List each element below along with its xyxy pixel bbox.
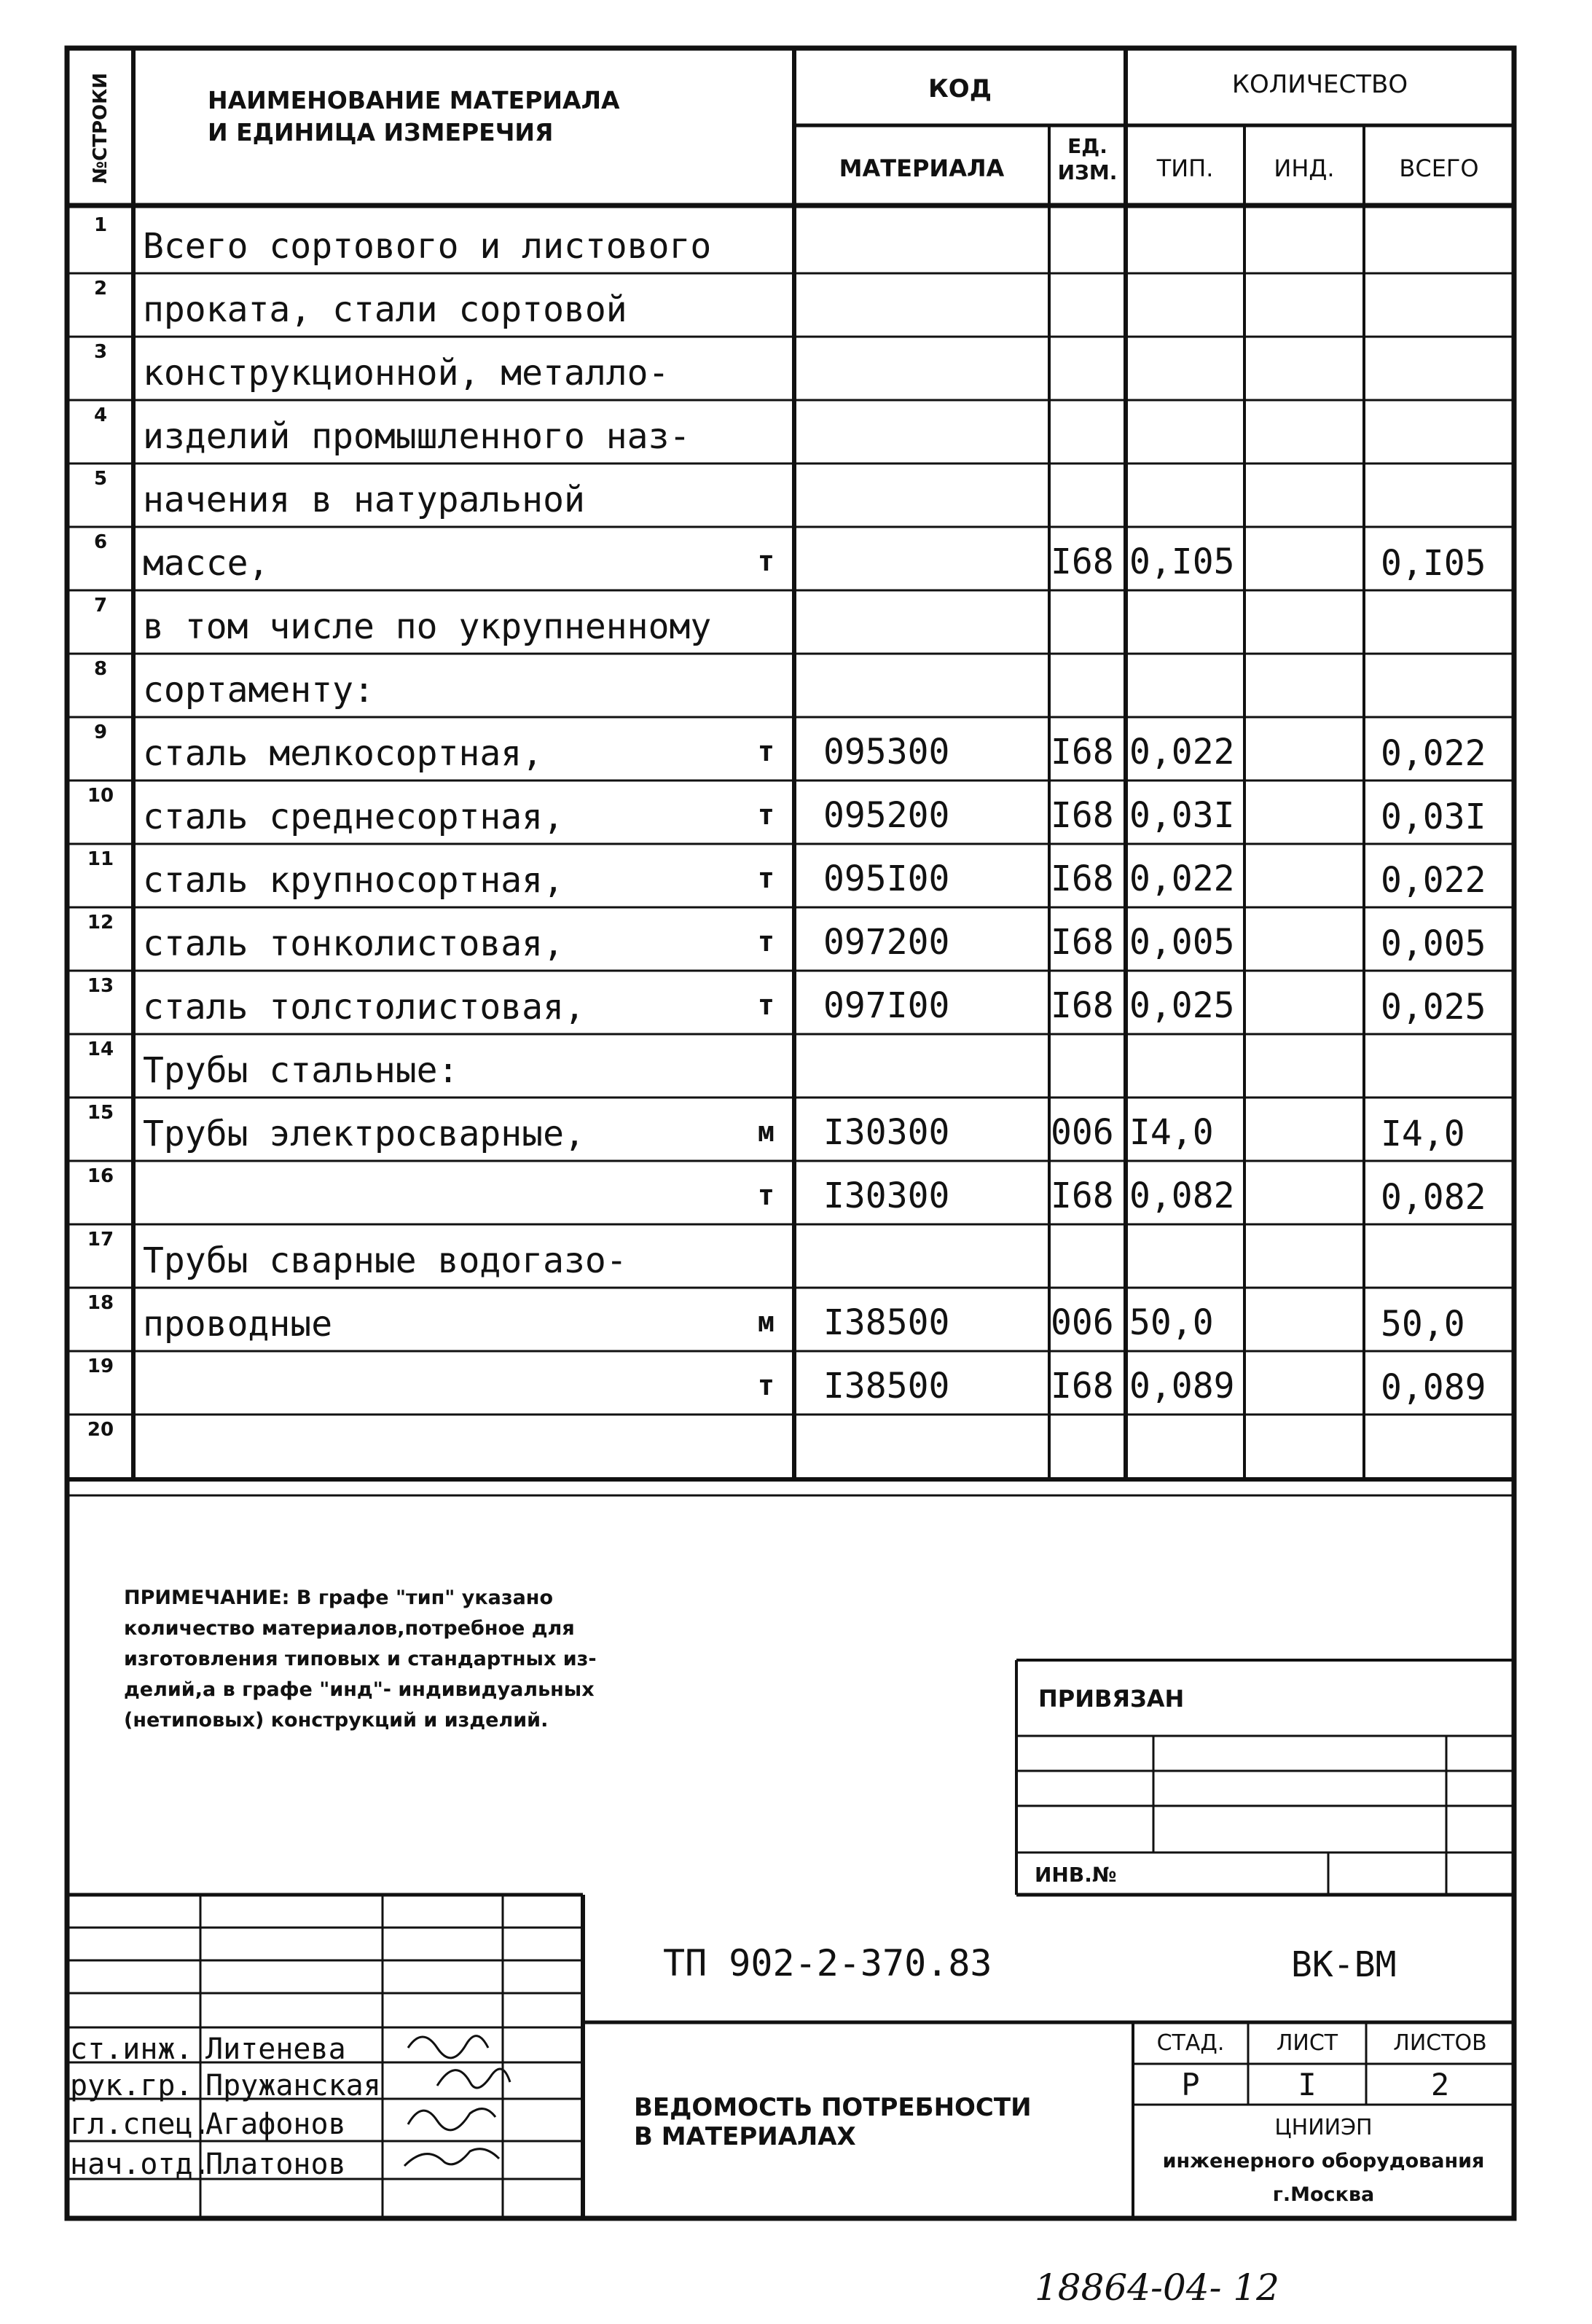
material-code: 097I00 <box>823 985 950 1026</box>
signer-name: Литенева <box>205 2032 346 2066</box>
row-number: 13 <box>87 975 114 997</box>
signer-name: Агафонов <box>205 2108 346 2141</box>
material-code: I30300 <box>823 1112 950 1153</box>
sheets-value: 2 <box>1430 2067 1450 2102</box>
table-row <box>0 654 1592 717</box>
quantity-header: КОЛИЧЕСТВО <box>1231 70 1408 99</box>
unit-symbol: т <box>758 862 775 894</box>
table-row <box>0 337 1592 400</box>
row-number: 7 <box>93 595 108 617</box>
qty-typ: 0,022 <box>1129 732 1235 772</box>
material-name: Трубы электросварные, <box>143 1114 585 1154</box>
unit-header-line2: ИЗМ. <box>1057 160 1118 184</box>
material-name: сталь крупносортная, <box>143 860 564 901</box>
note-line2: количество материалов,потребное для <box>124 1617 575 1640</box>
material-code: 095200 <box>823 795 950 836</box>
unit-code: I68 <box>1051 1366 1114 1406</box>
signer-role: ст.инж. <box>70 2032 193 2066</box>
table-row <box>0 971 1592 1034</box>
note-line3: изготовления типовых и стандартных из- <box>124 1648 597 1670</box>
total-header: ВСЕГО <box>1399 154 1479 182</box>
unit-code: I68 <box>1051 985 1114 1026</box>
qty-typ: 0,089 <box>1129 1366 1235 1406</box>
row-number-header-text: №СТРОКИ <box>90 72 111 184</box>
material-name: изделий промышленного наз- <box>143 416 691 457</box>
name-header-line2: И ЕДИНИЦА ИЗМЕРЕЧИЯ <box>208 118 554 146</box>
row-number: 5 <box>93 468 108 490</box>
table-row <box>0 780 1592 844</box>
qty-total: 0,022 <box>1381 860 1486 901</box>
qty-typ: 0,022 <box>1129 858 1235 899</box>
row-number: 12 <box>87 912 114 934</box>
signer-role: рук.гр. <box>70 2069 193 2102</box>
material-code: I38500 <box>823 1366 950 1406</box>
row-number: 18 <box>87 1292 114 1314</box>
unit-code: I68 <box>1051 1175 1114 1216</box>
material-name: сталь тонколистовая, <box>143 923 564 964</box>
material-name: Трубы сварные водогазо- <box>143 1240 627 1281</box>
note-line5: (нетиповых) конструкций и изделий. <box>124 1709 549 1732</box>
row-number: 14 <box>87 1038 114 1060</box>
title-line1: ВЕДОМОСТЬ ПОТРЕБНОСТИ <box>634 2093 1032 2122</box>
material-code: I38500 <box>823 1302 950 1343</box>
row-number: 9 <box>93 721 108 743</box>
unit-code: I68 <box>1051 922 1114 963</box>
table-row <box>0 717 1592 780</box>
org-line1: ЦНИИЭП <box>1274 2115 1373 2140</box>
table-row <box>0 907 1592 971</box>
material-header: МАТЕРИАЛА <box>839 154 1005 182</box>
unit-symbol: т <box>758 735 775 767</box>
row-number: 16 <box>87 1165 114 1187</box>
unit-code: I68 <box>1051 732 1114 772</box>
table-row <box>0 527 1592 590</box>
unit-header-line1: ЕД. <box>1067 134 1107 158</box>
code-header: КОД <box>928 74 992 103</box>
typ-header: ТИП. <box>1156 154 1214 182</box>
material-name: сталь среднесортная, <box>143 797 564 837</box>
sheet-label: ЛИСТ <box>1276 2030 1338 2056</box>
row-number: 1 <box>93 214 108 236</box>
document-mark: ВК-ВМ <box>1291 1944 1397 1985</box>
material-name: в том числе по укрупненному <box>143 606 712 647</box>
qty-total: 0,I05 <box>1381 543 1486 584</box>
table-row <box>0 1351 1592 1415</box>
unit-symbol: т <box>758 545 775 577</box>
material-name: проката, стали сортовой <box>143 289 627 330</box>
material-name: сталь мелкосортная, <box>143 733 544 774</box>
unit-code: I68 <box>1051 795 1114 836</box>
table-row <box>0 1415 1592 1478</box>
qty-total: 0,082 <box>1381 1177 1486 1218</box>
sheet-value: I <box>1298 2067 1317 2102</box>
row-number: 15 <box>87 1102 114 1124</box>
unit-code: I68 <box>1051 858 1114 899</box>
qty-typ: 0,I05 <box>1129 541 1235 582</box>
qty-total: 0,005 <box>1381 923 1486 964</box>
qty-typ: I4,0 <box>1129 1112 1214 1153</box>
material-name: конструкционной, металло- <box>143 353 670 394</box>
unit-code: 006 <box>1051 1302 1114 1343</box>
footer-number: 18864-04- 12 <box>1035 2266 1279 2309</box>
table-row <box>0 1034 1592 1098</box>
material-name: сортаменту: <box>143 670 375 711</box>
material-name: Всего сортового и листового <box>143 226 712 267</box>
qty-typ: 0,005 <box>1129 922 1235 963</box>
table-row <box>0 210 1592 273</box>
row-number: 6 <box>93 531 108 553</box>
material-name: сталь толстолистовая, <box>143 987 585 1028</box>
material-code: 095I00 <box>823 858 950 899</box>
qty-typ: 0,082 <box>1129 1175 1235 1216</box>
material-code: I30300 <box>823 1175 950 1216</box>
row-number: 8 <box>93 658 108 680</box>
row-number: 11 <box>87 848 114 870</box>
unit-symbol: т <box>758 989 775 1021</box>
row-number-header <box>71 57 130 200</box>
row-number: 2 <box>93 278 108 300</box>
material-name: начения в натуральной <box>143 480 585 520</box>
signer-role: гл.спец. <box>70 2108 211 2141</box>
table-row <box>0 1098 1592 1161</box>
name-header-line1: НАИМЕНОВАНИЕ МАТЕРИАЛА <box>208 86 620 114</box>
material-code: 097200 <box>823 922 950 963</box>
ind-header: ИНД. <box>1274 154 1335 182</box>
unit-symbol: м <box>758 1116 775 1148</box>
signer-role: нач.отд. <box>70 2148 211 2181</box>
qty-typ: 50,0 <box>1129 1302 1214 1343</box>
table-row <box>0 1224 1592 1288</box>
material-name: проводные <box>143 1304 333 1345</box>
table-row <box>0 273 1592 337</box>
qty-total: 0,03I <box>1381 797 1486 837</box>
org-line3: г.Москва <box>1272 2183 1375 2206</box>
signer-name: Пружанская <box>205 2069 381 2102</box>
org-line2: инженерного оборудования <box>1162 2150 1485 2172</box>
material-name: массе, <box>143 543 270 584</box>
document-code: ТП 902-2-370.83 <box>663 1942 992 1984</box>
qty-total: 0,025 <box>1381 987 1486 1028</box>
unit-symbol: т <box>758 1369 775 1401</box>
unit-symbol: т <box>758 926 775 958</box>
sheets-label: ЛИСТОВ <box>1393 2030 1487 2056</box>
note-line4: делий,а в графе "инд"- индивидуальных <box>124 1678 595 1701</box>
row-number: 20 <box>87 1419 114 1441</box>
privyazan-label: ПРИВЯЗАН <box>1038 1685 1185 1713</box>
signer-name: Платонов <box>205 2148 346 2181</box>
table-row <box>0 590 1592 654</box>
qty-total: I4,0 <box>1381 1114 1465 1154</box>
inv-no-label: ИНВ.№ <box>1035 1863 1117 1887</box>
table-row <box>0 463 1592 527</box>
row-number: 17 <box>87 1229 114 1251</box>
note-line1: ПРИМЕЧАНИЕ: В графе "тип" указано <box>124 1586 553 1609</box>
material-code: 095300 <box>823 732 950 772</box>
qty-total: 0,089 <box>1381 1367 1486 1408</box>
qty-total: 50,0 <box>1381 1304 1465 1345</box>
title-line2: В МАТЕРИАЛАХ <box>634 2122 856 2151</box>
stage-label: СТАД. <box>1156 2030 1225 2056</box>
qty-total: 0,022 <box>1381 733 1486 774</box>
row-number: 10 <box>87 785 114 807</box>
unit-symbol: м <box>758 1306 775 1338</box>
table-row <box>0 1161 1592 1224</box>
table-row <box>0 1288 1592 1351</box>
unit-code: I68 <box>1051 541 1114 582</box>
row-number: 19 <box>87 1355 114 1377</box>
table-row <box>0 844 1592 907</box>
material-name: Трубы стальные: <box>143 1050 459 1091</box>
note <box>124 1583 597 1736</box>
qty-typ: 0,03I <box>1129 795 1235 836</box>
unit-symbol: т <box>758 1179 775 1211</box>
row-number: 3 <box>93 341 108 363</box>
stage-value: Р <box>1181 2067 1200 2102</box>
unit-symbol: т <box>758 799 775 831</box>
table-row <box>0 400 1592 463</box>
qty-typ: 0,025 <box>1129 985 1235 1026</box>
unit-code: 006 <box>1051 1112 1114 1153</box>
row-number: 4 <box>93 404 108 426</box>
